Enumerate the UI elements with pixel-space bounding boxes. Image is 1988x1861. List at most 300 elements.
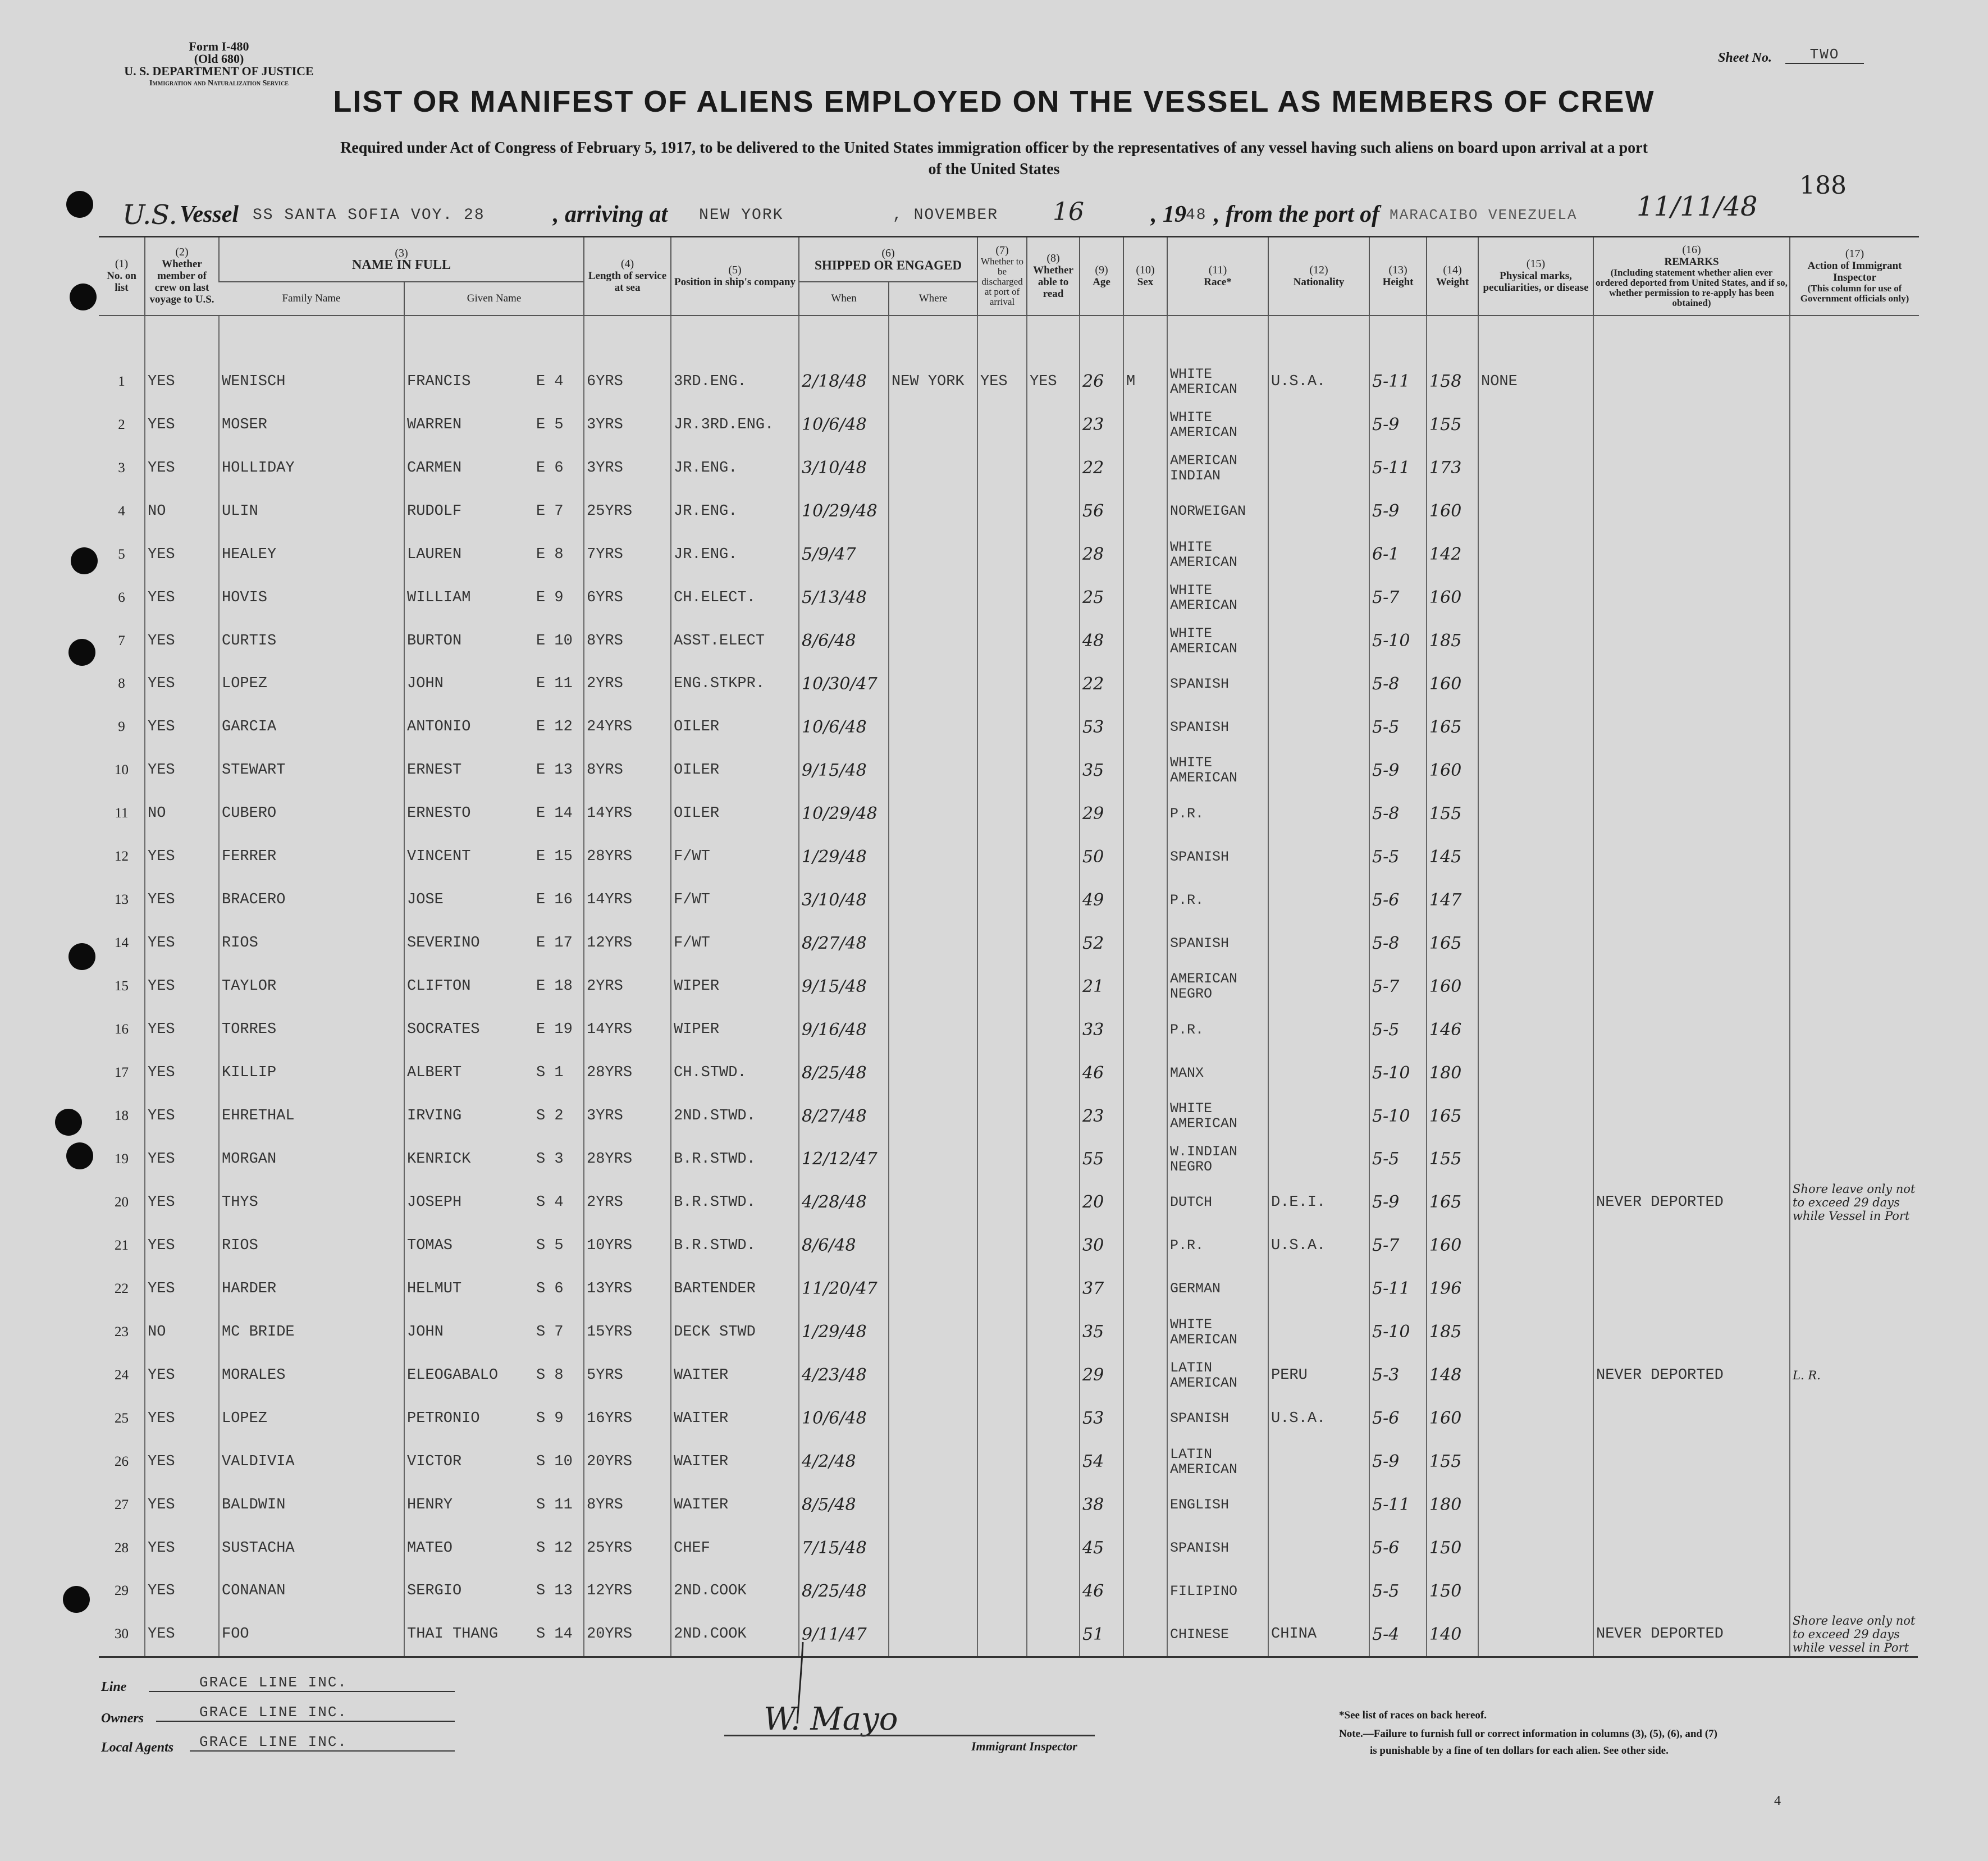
col-8-number: (8) [1046,252,1060,264]
nationality-cell: U.S.A. [1268,360,1369,403]
height-cell: 5-3 [1369,1354,1427,1397]
table-row [99,1613,1919,1656]
sex-cell [1123,446,1167,490]
table-row [99,1181,1919,1224]
header-age [1080,237,1123,315]
inspector-action-cell [1790,749,1919,792]
family-name-cell: KILLIP [219,1051,404,1095]
inspector-action-cell [1790,533,1919,576]
col-17-sublabel: (This column for use of Government officials only) [1800,283,1909,304]
family-name-cell: CURTIS [219,619,404,662]
physical-marks-cell [1478,662,1593,706]
discharged-cell [977,706,1027,749]
age-cell: 23 [1080,403,1123,446]
service-length-cell: 20YRS [584,1440,671,1483]
page-number-handwritten: 188 [1799,171,1847,200]
given-name: WARREN [407,416,462,433]
row-number-cell: 8 [118,676,125,692]
engaged-date-cell: 9/15/48 [799,749,889,792]
remarks-cell [1593,1095,1790,1138]
row-number-cell: 16 [115,1022,129,1037]
engaged-place-cell [889,1267,977,1310]
weight-cell: 165 [1427,922,1478,965]
nationality-cell: CHINA [1268,1613,1369,1656]
table-row [99,1397,1919,1440]
age-cell: 53 [1080,706,1123,749]
physical-marks-cell [1478,1051,1593,1095]
age-cell: 54 [1080,1440,1123,1483]
header-discharged [977,237,1027,315]
sex-cell [1123,403,1167,446]
inspector-action-cell: L. R. [1790,1354,1919,1397]
engaged-place-cell [889,662,977,706]
discharged-cell [977,879,1027,922]
physical-marks-cell [1478,922,1593,965]
age-cell: 49 [1080,879,1123,922]
given-name-and-code-cell [404,835,584,879]
given-name: BURTON [407,632,462,650]
family-name-cell: EHRETHAL [219,1095,404,1138]
service-length-cell: 14YRS [584,792,671,835]
previous-voyage-cell: NO [145,1310,219,1354]
previous-voyage-cell: YES [145,1008,219,1051]
race-cell: SPANISH [1167,1397,1268,1440]
service-length-cell: 15YRS [584,1310,671,1354]
engaged-date-cell: 9/16/48 [799,1008,889,1051]
age-cell: 20 [1080,1181,1123,1224]
col-1-label: No. on list [107,270,136,294]
discharged-cell [977,576,1027,619]
punch-hole [66,191,93,218]
owners-label: Owners [101,1711,144,1726]
weight-cell: 155 [1427,1137,1478,1181]
physical-marks-cell [1478,533,1593,576]
remarks-cell [1593,1483,1790,1526]
crew-code: E 14 [536,805,573,822]
family-name-cell: VALDIVIA [219,1440,404,1483]
position-cell: CH.ELECT. [671,576,799,619]
line-label: Line [101,1680,127,1694]
inspector-action-cell [1790,1267,1919,1310]
col-3-label: NAME IN FULL [352,257,451,272]
weight-cell: 160 [1427,1224,1478,1267]
agents-value: GRACE LINE INC. [190,1734,455,1752]
previous-voyage-cell: YES [145,619,219,662]
engaged-place-cell [889,1310,977,1354]
engaged-date-cell: 3/10/48 [799,446,889,490]
crew-code: S 2 [536,1108,564,1124]
physical-marks-cell [1478,965,1593,1008]
header-race [1167,237,1268,315]
sex-cell [1123,662,1167,706]
age-cell: 50 [1080,835,1123,879]
table-row [99,1095,1919,1138]
punch-hole [68,639,95,666]
family-name-cell: MOSER [219,403,404,446]
inspector-action-cell [1790,1095,1919,1138]
inspector-action-cell [1790,360,1919,403]
able-to-read-cell [1027,835,1080,879]
crew-code: E 18 [536,978,573,995]
crew-code: E 19 [536,1021,573,1039]
sex-cell [1123,706,1167,749]
given-name: PETRONIO [407,1410,480,1427]
engaged-date-cell: 4/23/48 [799,1354,889,1397]
physical-marks-cell [1478,1526,1593,1570]
remarks-cell: NEVER DEPORTED [1593,1181,1790,1224]
previous-voyage-cell: YES [145,922,219,965]
row-number-cell: 2 [118,417,125,432]
col-2-number: (2) [175,246,189,259]
engaged-date-cell: 8/25/48 [799,1570,889,1613]
inspector-action-cell [1790,1526,1919,1570]
position-cell: WAITER [671,1354,799,1397]
engaged-place-cell [889,1483,977,1526]
given-name-and-code-cell [404,446,584,490]
race-cell: SPANISH [1167,922,1268,965]
header-given-name: Given Name [404,282,584,315]
engaged-place-cell [889,403,977,446]
previous-voyage-cell: YES [145,835,219,879]
punch-hole [71,547,98,574]
race-cell: SPANISH [1167,835,1268,879]
family-name-cell: FOO [219,1613,404,1656]
service-length-cell: 24YRS [584,706,671,749]
table-row [99,1310,1919,1354]
header-inspector-action [1790,237,1919,315]
able-to-read-cell [1027,1397,1080,1440]
inspector-action-cell [1790,662,1919,706]
race-cell: SPANISH [1167,706,1268,749]
race-cell: LATIN AMERICAN [1167,1440,1268,1483]
previous-voyage-cell: YES [145,576,219,619]
discharged-cell [977,1440,1027,1483]
given-name: VICTOR [407,1453,462,1470]
table-row [99,533,1919,576]
row-number-cell: 27 [115,1497,129,1512]
previous-voyage-cell: YES [145,533,219,576]
row-number-cell: 17 [115,1065,129,1081]
inspector-action-cell [1790,1310,1919,1354]
weight-cell: 160 [1427,662,1478,706]
height-cell: 5-10 [1369,1310,1427,1354]
engaged-place-cell [889,1570,977,1613]
remarks-cell [1593,1570,1790,1613]
service-length-cell: 13YRS [584,1267,671,1310]
given-name-and-code-cell [404,1483,584,1526]
service-length-cell: 28YRS [584,835,671,879]
discharged-cell [977,533,1027,576]
remarks-cell [1593,879,1790,922]
inspector-action-cell [1790,1051,1919,1095]
row-number-cell: 12 [115,849,129,865]
remarks-cell [1593,792,1790,835]
header-where: Where [889,282,977,315]
family-name-cell: WENISCH [219,360,404,403]
engaged-date-cell: 8/25/48 [799,1051,889,1095]
able-to-read-cell [1027,1310,1080,1354]
form-old-number: (Old 680) [194,52,244,66]
service-length-cell: 8YRS [584,619,671,662]
weight-cell: 165 [1427,706,1478,749]
able-to-read-cell [1027,1008,1080,1051]
header-name-in-full [219,237,584,282]
height-cell: 5-6 [1369,1397,1427,1440]
col-10-label: Sex [1137,276,1154,288]
crew-code: E 7 [536,502,564,520]
row-number-cell: 30 [115,1626,129,1642]
race-cell: CHINESE [1167,1613,1268,1656]
nationality-cell [1268,1483,1369,1526]
sex-cell [1123,1267,1167,1310]
sex-cell [1123,576,1167,619]
given-name-and-code-cell [404,403,584,446]
age-cell: 29 [1080,1354,1123,1397]
weight-cell: 140 [1427,1613,1478,1656]
given-name-and-code-cell [404,1440,584,1483]
discharged-cell [977,490,1027,533]
height-cell: 5-9 [1369,490,1427,533]
nationality-cell [1268,1095,1369,1138]
position-cell: 2ND.COOK [671,1570,799,1613]
height-cell: 5-8 [1369,922,1427,965]
given-name: FRANCIS [407,373,471,390]
height-cell: 5-9 [1369,749,1427,792]
sex-cell [1123,1570,1167,1613]
row-number-cell: 1 [118,373,125,389]
nationality-cell [1268,1310,1369,1354]
physical-marks-cell [1478,446,1593,490]
able-to-read-cell [1027,879,1080,922]
col-2-label: Whether member of crew on last voyage to U.S. [149,258,214,306]
table-row [99,1224,1919,1267]
height-cell: 5-7 [1369,965,1427,1008]
service-length-cell: 14YRS [584,879,671,922]
nationality-cell [1268,922,1369,965]
crew-code: S 6 [536,1280,564,1297]
given-name: CARMEN [407,459,462,477]
crew-code: S 12 [536,1539,573,1557]
position-cell: JR.ENG. [671,446,799,490]
discharged-cell [977,1267,1027,1310]
crew-code: S 14 [536,1626,573,1643]
previous-voyage-cell: YES [145,879,219,922]
family-name-cell: MORALES [219,1354,404,1397]
race-cell: SPANISH [1167,662,1268,706]
nationality-cell [1268,533,1369,576]
position-cell: WAITER [671,1483,799,1526]
table-row [99,403,1919,446]
service-length-cell: 3YRS [584,1095,671,1138]
header-service-length [584,237,671,315]
engaged-place-cell [889,965,977,1008]
table-bottom-rule [99,1656,1918,1658]
weight-cell: 148 [1427,1354,1478,1397]
header-list-number [99,237,145,315]
engaged-date-cell: 8/5/48 [799,1483,889,1526]
given-name: JOHN [407,1323,444,1341]
given-name: THAI THANG [407,1626,499,1643]
physical-marks-cell [1478,1008,1593,1051]
row-number-cell: 15 [115,978,129,994]
height-cell: 5-9 [1369,1440,1427,1483]
race-cell: AMERICAN INDIAN [1167,446,1268,490]
position-cell: DECK STWD [671,1310,799,1354]
header-physical-marks [1478,237,1593,315]
table-row [99,749,1919,792]
discharged-cell [977,446,1027,490]
sheet-value: TWO [1785,46,1864,64]
previous-voyage-cell: YES [145,1051,219,1095]
given-name: VINCENT [407,848,471,866]
service-name: Immigration and Naturalization Service [149,79,289,88]
position-cell: BARTENDER [671,1267,799,1310]
physical-marks-cell [1478,706,1593,749]
punch-hole [68,943,95,970]
service-length-cell: 8YRS [584,749,671,792]
sex-cell [1123,1526,1167,1570]
given-name: SEVERINO [407,935,480,952]
given-name-and-code-cell [404,360,584,403]
given-name-and-code-cell [404,922,584,965]
height-cell: 5-6 [1369,879,1427,922]
given-name: HELMUT [407,1280,462,1297]
row-number-cell: 20 [115,1194,129,1210]
nationality-cell [1268,792,1369,835]
table-spacer-row [99,315,1919,360]
service-length-cell: 25YRS [584,490,671,533]
inspector-action-cell [1790,1008,1919,1051]
engaged-date-cell: 11/20/47 [799,1267,889,1310]
age-cell: 29 [1080,792,1123,835]
able-to-read-cell [1027,965,1080,1008]
given-name-and-code-cell [404,1310,584,1354]
discharged-cell [977,1008,1027,1051]
table-row [99,490,1919,533]
height-cell: 5-7 [1369,576,1427,619]
remarks-cell [1593,1137,1790,1181]
col-7-number: (7) [995,244,1009,257]
col-11-number: (11) [1208,263,1227,276]
engaged-place-cell [889,1008,977,1051]
given-name-and-code-cell [404,1224,584,1267]
engaged-place-cell [889,1613,977,1656]
physical-marks-cell [1478,1095,1593,1138]
row-number-cell: 29 [115,1583,129,1599]
able-to-read-cell [1027,1267,1080,1310]
weight-cell: 165 [1427,1181,1478,1224]
position-cell: WAITER [671,1397,799,1440]
col-16-sublabel: (Including statement whether alien ever ordered deported from United States, and if so, whether permission to re-apply has been obtained) [1596,267,1788,308]
row-number-cell: 22 [115,1281,129,1296]
discharged-cell [977,1181,1027,1224]
crew-code: S 8 [536,1366,564,1384]
given-name: JOHN [407,675,444,693]
crew-code: E 4 [536,373,564,390]
discharged-cell [977,619,1027,662]
race-cell: WHITE AMERICAN [1167,749,1268,792]
inspector-action-cell [1790,576,1919,619]
signature-line [724,1735,1095,1736]
arriving-label: , arriving at [553,202,668,227]
previous-voyage-cell: YES [145,1181,219,1224]
sex-cell [1123,490,1167,533]
col-4-number: (4) [620,258,634,271]
weight-cell: 160 [1427,1397,1478,1440]
engaged-place-cell [889,490,977,533]
position-cell: OILER [671,749,799,792]
inspector-action-cell [1790,922,1919,965]
discharged-cell [977,1613,1027,1656]
inspector-label: Immigrant Inspector [971,1739,1077,1753]
given-name-and-code-cell [404,749,584,792]
subtitle-line-1: Required under Act of Congress of February 5, 1917, to be delivered to the United States immigration officer by the representatives of any vessel having such aliens on board upon arrival at a port [340,139,1648,157]
race-cell: WHITE AMERICAN [1167,533,1268,576]
weight-cell: 160 [1427,965,1478,1008]
table-row [99,965,1919,1008]
age-cell: 45 [1080,1526,1123,1570]
table-row [99,879,1919,922]
sex-cell [1123,1008,1167,1051]
sex-cell [1123,1354,1167,1397]
given-name: LAUREN [407,546,462,563]
race-cell: FILIPINO [1167,1570,1268,1613]
given-name: IRVING [407,1108,462,1124]
engaged-date-cell: 5/13/48 [799,576,889,619]
crew-code: E 10 [536,632,573,650]
row-number-cell: 25 [115,1410,129,1426]
nationality-cell: U.S.A. [1268,1224,1369,1267]
age-cell: 25 [1080,576,1123,619]
row-number-cell: 11 [115,806,129,821]
sex-cell [1123,1440,1167,1483]
engaged-date-cell: 9/15/48 [799,965,889,1008]
age-cell: 55 [1080,1137,1123,1181]
height-cell: 5-5 [1369,835,1427,879]
age-cell: 22 [1080,446,1123,490]
position-cell: JR.3RD.ENG. [671,403,799,446]
col-3-number: (3) [395,246,408,259]
position-cell: CHEF [671,1526,799,1570]
engaged-place-cell [889,1354,977,1397]
weight-cell: 147 [1427,879,1478,922]
family-name-cell: RIOS [219,922,404,965]
nationality-cell: PERU [1268,1354,1369,1397]
height-cell: 5-5 [1369,706,1427,749]
row-number-cell: 28 [115,1540,129,1556]
remarks-cell [1593,576,1790,619]
sex-cell [1123,1310,1167,1354]
row-number-cell: 23 [115,1324,129,1339]
weight-cell: 180 [1427,1051,1478,1095]
table-row [99,576,1919,619]
previous-voyage-cell: YES [145,1440,219,1483]
inspector-action-cell [1790,1137,1919,1181]
height-cell: 5-5 [1369,1008,1427,1051]
crew-code: E 17 [536,935,573,952]
race-cell: WHITE AMERICAN [1167,1095,1268,1138]
col-8-label: Whether able to read [1033,264,1073,300]
nationality-cell [1268,490,1369,533]
engaged-place-cell [889,446,977,490]
physical-marks-cell [1478,576,1593,619]
family-name-cell: BRACERO [219,879,404,922]
engaged-place-cell [889,1137,977,1181]
height-cell: 5-11 [1369,1267,1427,1310]
family-name-cell: MORGAN [219,1137,404,1181]
header-previous-voyage [145,237,219,315]
position-cell: B.R.STWD. [671,1224,799,1267]
